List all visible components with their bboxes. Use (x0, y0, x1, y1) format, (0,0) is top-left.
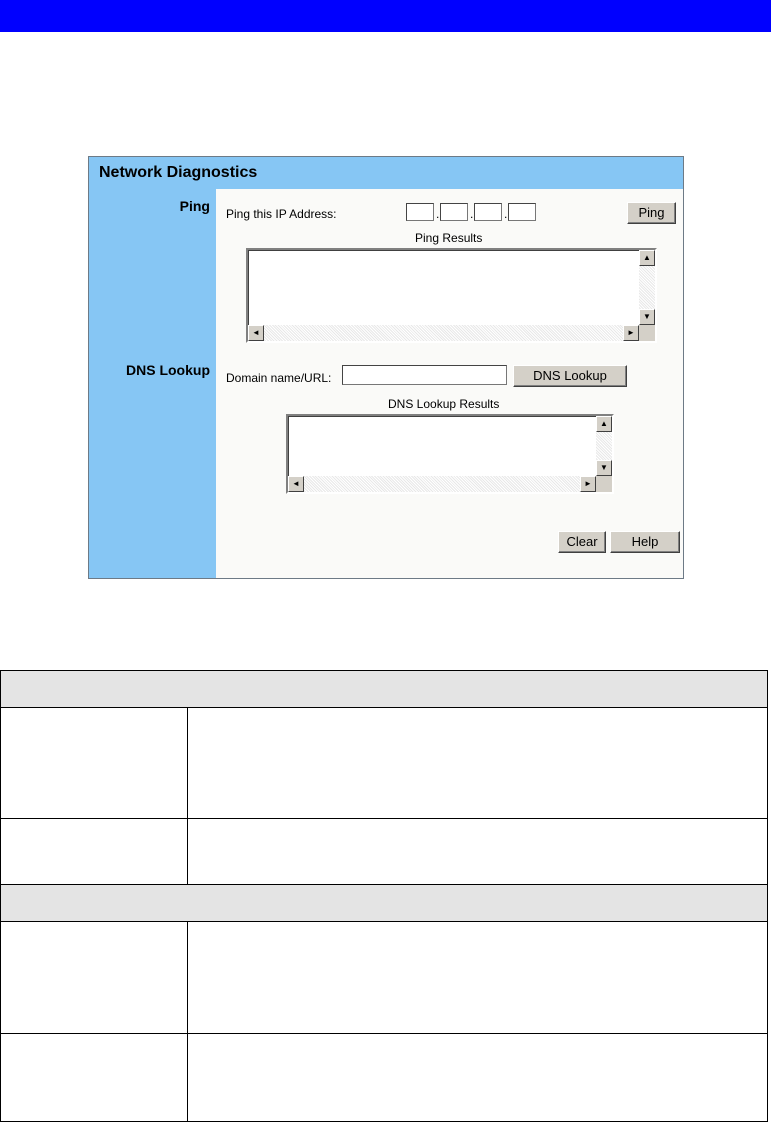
dns-lookup-button[interactable]: DNS Lookup (513, 365, 627, 387)
ping-ip-label: Ping this IP Address: (226, 207, 337, 221)
table-section-row (1, 671, 768, 708)
domain-url-input[interactable] (342, 365, 507, 385)
scrollbar-corner (639, 325, 655, 341)
scrollbar-corner (596, 476, 612, 492)
panel-content (216, 189, 683, 578)
table-row (1, 1034, 768, 1122)
field-description-cell (188, 708, 768, 819)
table-section-row (1, 885, 768, 922)
section-heading-cell (1, 671, 768, 708)
field-name-cell (1, 708, 188, 819)
field-description-cell (188, 1034, 768, 1122)
scroll-right-icon[interactable]: ► (623, 325, 639, 341)
dns-results-vertical-scrollbar[interactable] (596, 416, 612, 476)
field-name-cell (1, 819, 188, 885)
field-name-cell (1, 1034, 188, 1122)
panel-title: Network Diagnostics (89, 157, 683, 189)
table-row (1, 922, 768, 1034)
field-description-cell (188, 819, 768, 885)
ping-section-label: Ping (179, 198, 210, 214)
top-header-bar (0, 0, 771, 32)
table-row (1, 819, 768, 885)
scroll-down-icon[interactable]: ▼ (596, 460, 612, 476)
field-description-table (0, 670, 768, 1122)
scroll-left-icon[interactable]: ◄ (288, 476, 304, 492)
section-sidebar (89, 189, 216, 578)
scroll-right-icon[interactable]: ► (580, 476, 596, 492)
scroll-up-icon[interactable]: ▲ (596, 416, 612, 432)
dns-results-textarea[interactable] (286, 414, 614, 494)
dns-results-label: DNS Lookup Results (388, 397, 500, 411)
ip-separator: . (436, 207, 440, 221)
ip-octet-1-input[interactable] (406, 203, 434, 221)
ip-octet-2-input[interactable] (440, 203, 468, 221)
ping-results-label: Ping Results (415, 231, 483, 245)
scroll-down-icon[interactable]: ▼ (639, 309, 655, 325)
dns-results-horizontal-scrollbar[interactable] (288, 476, 596, 492)
network-diagnostics-panel (88, 156, 684, 579)
section-heading-cell (1, 885, 768, 922)
ping-button[interactable]: Ping (627, 202, 676, 224)
ping-results-textarea[interactable] (246, 248, 657, 343)
scroll-up-icon[interactable]: ▲ (639, 250, 655, 266)
dns-domain-label: Domain name/URL: (226, 371, 332, 385)
dns-section-label: DNS Lookup (126, 362, 210, 378)
ip-separator: . (470, 207, 474, 221)
field-description-cell (188, 922, 768, 1034)
clear-button[interactable]: Clear (558, 531, 606, 553)
ip-separator: . (504, 207, 508, 221)
scroll-left-icon[interactable]: ◄ (248, 325, 264, 341)
ping-results-vertical-scrollbar[interactable] (639, 250, 655, 325)
ip-octet-3-input[interactable] (474, 203, 502, 221)
field-name-cell (1, 922, 188, 1034)
help-button[interactable]: Help (610, 531, 680, 553)
ping-results-horizontal-scrollbar[interactable] (248, 325, 639, 341)
table-row (1, 708, 768, 819)
ip-octet-4-input[interactable] (508, 203, 536, 221)
